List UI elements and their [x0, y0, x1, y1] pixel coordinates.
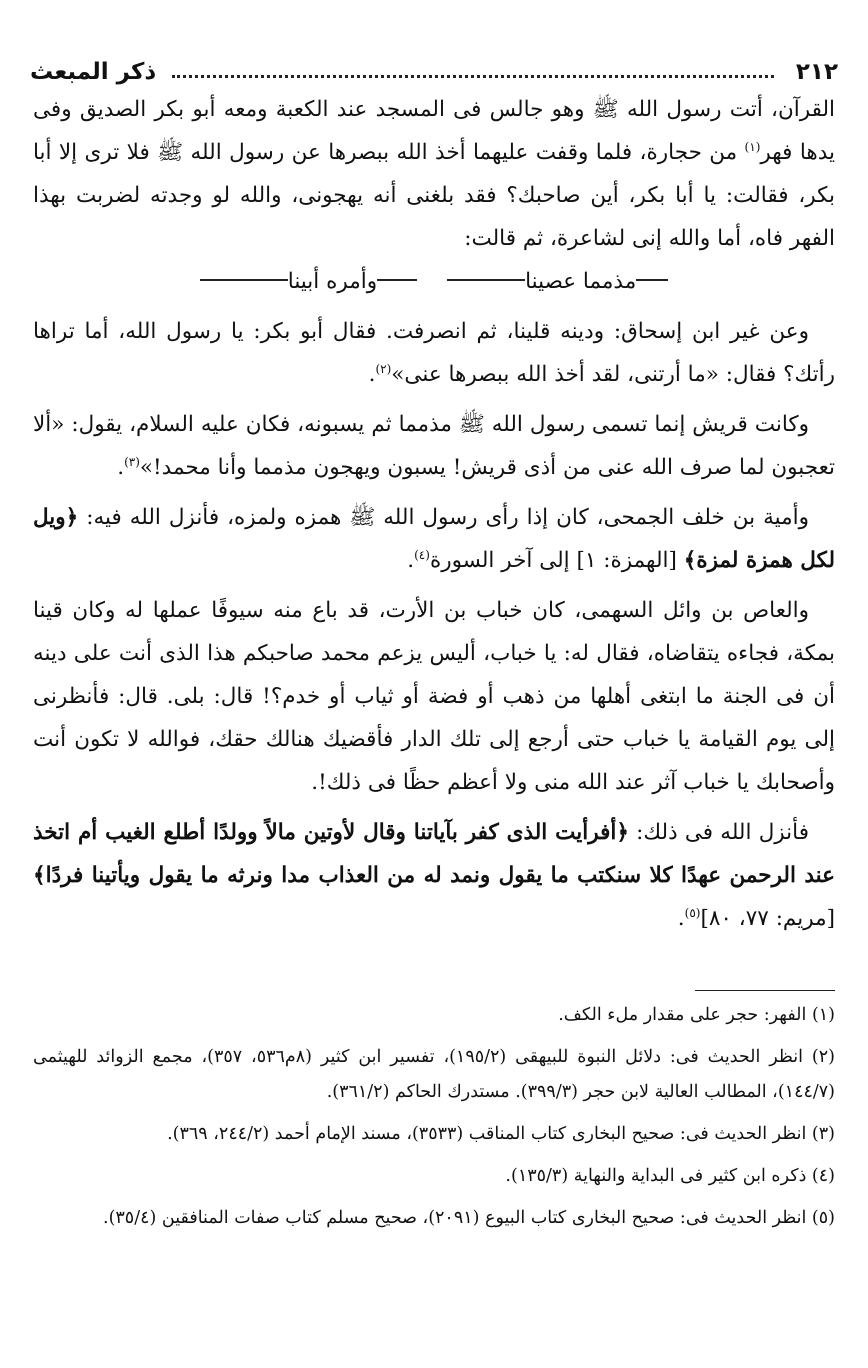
paragraph: وكانت قريش إنما تسمى رسول الله ﷺ مذمما ثم يسبونه، فكان عليه السلام، يقول: «ألا تعجبون لما صرف الله عنى من أذى قريش! يسبون ويهجون مذمما وأنا محمد!»$^{(٣)}$. [33, 412, 835, 480]
main-text [33, 88, 835, 940]
footnote-ref: (٣) [124, 454, 140, 469]
paragraph: وأمية بن خلف الجمحى، كان إذا رأى رسول الله ﷺ همزه ولمزه، فأنزل الله فيه: ﴿ويل لكل همزة لمزة﴾ [الهمزة: ١] إلى آخر السورة$^{(٤)}$. [33, 505, 835, 573]
chapter-title: ذكر المبعث [30, 59, 157, 85]
footnote-ref: (١) [744, 139, 761, 154]
quran-verse: ﴿ويل لكل همزة لمزة﴾ [33, 505, 835, 573]
tatweel-line [200, 279, 288, 281]
footnote-ref: (٥) [684, 905, 701, 920]
poem-verse [33, 260, 835, 303]
footnote: (٢) انظر الحديث فى: دلائل النبوة للبيهقى (١٩٥/٢)، تفسير ابن كثير (٨م٥٣٦، ٣٥٧)، مجمع الزوائد للهيثمى (١٤٤/٧)، المطالب العالية لابن حجر (٣٩٩/٣). مستدرك الحاكم (٣٦١/٢). [33, 1047, 835, 1102]
verse-second-hemistich: وأمره أبينا [200, 260, 417, 303]
tatweel-line [377, 279, 417, 281]
paragraph: فأنزل الله فى ذلك: ﴿أفرأيت الذى كفر بآياتنا وقال لأوتين مالاً وولدًا أطلع الغيب أم اتخذ عند الرحمن عهدًا كلا سنكتب ما يقول ونمد له من العذاب مدا ونرثه ما يقول ويأتينا فردًا﴾ [مريم: ٧٧، ٨٠]$^{(٥)}$. [33, 820, 835, 931]
footnote-ref: (٢) [375, 361, 392, 376]
tatweel-line [447, 279, 525, 281]
paragraph: القرآن، أتت رسول الله ﷺ وهو جالس فى المسجد عند الكعبة ومعه أبو بكر الصديق وفى يدها فهر$^{(١)}$ من حجارة، فلما وقفت عليهما أخذ الله ببصرها عن رسول الله ﷺ فلا ترى إلا أبا بكر، فقالت: يا أبا بكر، أين صاحبك؟ فقد بلغنى أنه يهجونى، والله لو وجدته لضربت بهذا الفهر فاه، أما والله إنى لشاعرة، ثم قالت: [33, 97, 835, 251]
tatweel-line [636, 279, 668, 281]
footnote: (٥) انظر الحديث فى: صحيح البخارى كتاب البيوع (٢٠٩١)، صحيح مسلم كتاب صفات المنافقين (٣٥/٤). [103, 1208, 835, 1228]
quran-verse: ﴿أفرأيت الذى كفر بآياتنا وقال لأوتين مالاً وولدًا أطلع الغيب أم اتخذ عند الرحمن عهدًا كلا سنكتب ما يقول ونمد له من العذاب مدا ونرثه ما يقول ويأتينا فردًا﴾ [33, 820, 835, 888]
footnote: (١) الفهر: حجر على مقدار ملء الكف. [558, 1005, 835, 1025]
footnote: (٤) ذكره ابن كثير فى البداية والنهاية (١٣٥/٣). [505, 1166, 835, 1186]
paragraph: والعاص بن وائل السهمى، كان خباب بن الأرت، قد باع منه سيوفًا عملها له وكان قينا بمكة، فجاءه يتقاضاه، فقال له: يا خباب، أليس يزعم محمد صاحبكم هذا الذى أنت على دينه أن فى الجنة ما ابتغى أهلها من ذهب أو فضة أو ثياب أو خدم؟! قال: بلى. قال: فأنظرنى إلى يوم القيامة يا خباب حتى أرجع إلى تلك الدار فأقضيك هنالك حقك، فوالله لا تكون أنت وأصحابك يا خباب آثر عند الله منى ولا أعظم حظًا فى ذلك!. [33, 598, 835, 795]
page-number: ٢١٢ [795, 59, 838, 85]
header-dotted-leader [172, 75, 774, 78]
footnote-ref: (٤) [414, 547, 430, 562]
paragraph: وعن غير ابن إسحاق: ودينه قلينا، ثم انصرفت. فقال أبو بكر: يا رسول الله، أما تراها رأتك؟ فقال: «ما أرتنى، لقد أخذ الله ببصرها عنى»$^{(٢)}$. [33, 319, 835, 387]
footnotes [33, 998, 835, 1236]
verse-first-hemistich: مذمما عصينا [447, 260, 668, 303]
footnote-separator [695, 990, 835, 991]
footnote: (٣) انظر الحديث فى: صحيح البخارى كتاب المناقب (٣٥٣٣)، مسند الإمام أحمد (٢٤٤/٢، ٣٦٩). [167, 1124, 835, 1144]
